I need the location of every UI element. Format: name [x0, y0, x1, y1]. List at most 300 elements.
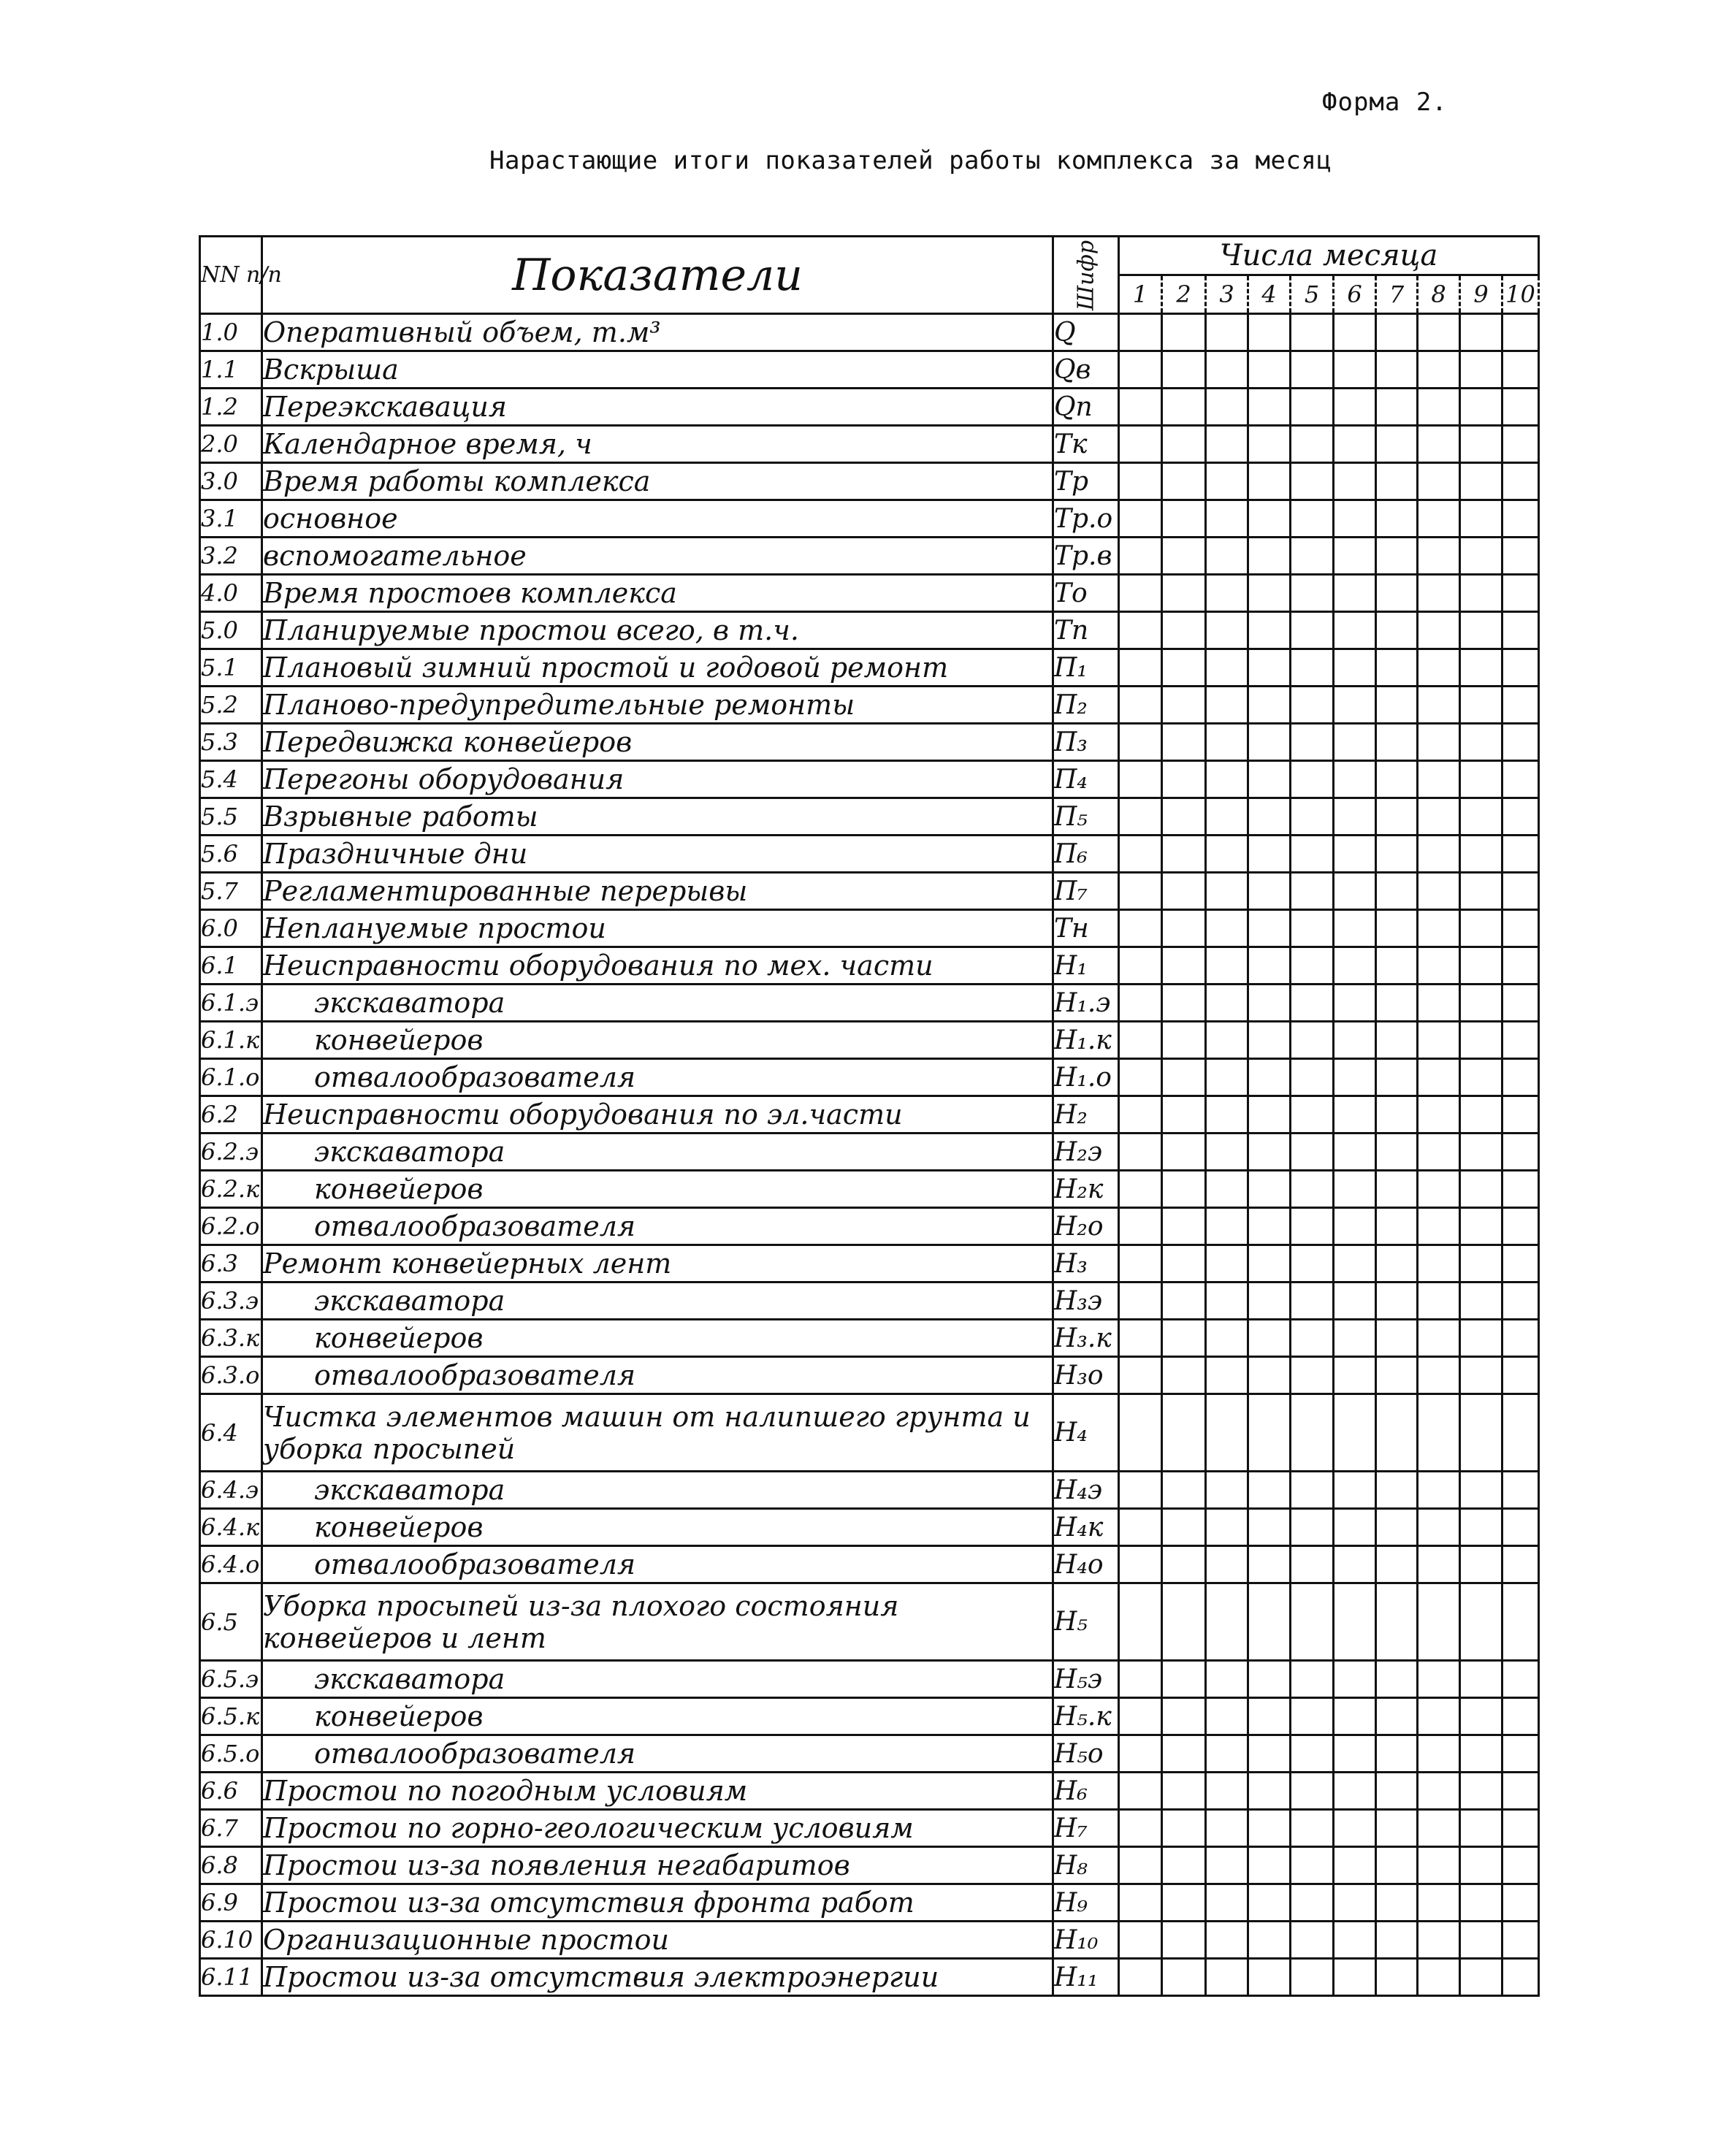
day-cell[interactable]: [1418, 351, 1460, 389]
day-cell[interactable]: [1334, 1059, 1376, 1096]
day-cell[interactable]: [1334, 910, 1376, 947]
day-cell[interactable]: [1460, 1171, 1502, 1208]
day-cell[interactable]: [1162, 649, 1206, 687]
day-cell[interactable]: [1502, 873, 1539, 910]
day-cell[interactable]: [1460, 1208, 1502, 1245]
day-cell[interactable]: [1291, 1698, 1334, 1735]
day-cell[interactable]: [1334, 1282, 1376, 1320]
day-cell[interactable]: [1502, 351, 1539, 389]
day-cell[interactable]: [1460, 649, 1502, 687]
day-cell[interactable]: [1418, 1472, 1460, 1509]
day-cell[interactable]: [1502, 761, 1539, 798]
day-cell[interactable]: [1291, 798, 1334, 836]
day-cell[interactable]: [1334, 1583, 1376, 1661]
day-cell[interactable]: [1291, 724, 1334, 761]
day-cell[interactable]: [1376, 1509, 1418, 1546]
day-cell[interactable]: [1376, 463, 1418, 500]
day-cell[interactable]: [1119, 351, 1162, 389]
day-cell[interactable]: [1460, 985, 1502, 1022]
day-cell[interactable]: [1418, 1583, 1460, 1661]
day-cell[interactable]: [1119, 1661, 1162, 1698]
day-cell[interactable]: [1119, 724, 1162, 761]
day-cell[interactable]: [1418, 463, 1460, 500]
day-cell[interactable]: [1248, 1698, 1291, 1735]
day-cell[interactable]: [1334, 1320, 1376, 1357]
day-cell[interactable]: [1162, 873, 1206, 910]
day-cell[interactable]: [1460, 389, 1502, 426]
day-cell[interactable]: [1162, 910, 1206, 947]
day-cell[interactable]: [1206, 1059, 1248, 1096]
day-cell[interactable]: [1460, 1735, 1502, 1773]
day-cell[interactable]: [1502, 612, 1539, 649]
day-cell[interactable]: [1119, 500, 1162, 538]
day-cell[interactable]: [1206, 1959, 1248, 1996]
day-cell[interactable]: [1334, 389, 1376, 426]
day-cell[interactable]: [1206, 649, 1248, 687]
day-cell[interactable]: [1248, 1922, 1291, 1959]
day-cell[interactable]: [1162, 1394, 1206, 1472]
day-cell[interactable]: [1418, 873, 1460, 910]
day-cell[interactable]: [1162, 761, 1206, 798]
day-cell[interactable]: [1376, 761, 1418, 798]
day-cell[interactable]: [1502, 1546, 1539, 1583]
day-cell[interactable]: [1460, 538, 1502, 575]
day-cell[interactable]: [1376, 1583, 1418, 1661]
day-cell[interactable]: [1334, 1698, 1376, 1735]
day-cell[interactable]: [1502, 1134, 1539, 1171]
day-cell[interactable]: [1376, 1134, 1418, 1171]
day-cell[interactable]: [1376, 649, 1418, 687]
day-cell[interactable]: [1291, 1245, 1334, 1282]
day-cell[interactable]: [1248, 836, 1291, 873]
day-cell[interactable]: [1418, 1320, 1460, 1357]
day-cell[interactable]: [1119, 1394, 1162, 1472]
day-cell[interactable]: [1119, 1096, 1162, 1134]
day-cell[interactable]: [1291, 1059, 1334, 1096]
day-cell[interactable]: [1291, 1509, 1334, 1546]
day-cell[interactable]: [1334, 1773, 1376, 1810]
day-cell[interactable]: [1376, 985, 1418, 1022]
day-cell[interactable]: [1334, 1022, 1376, 1059]
day-cell[interactable]: [1162, 1735, 1206, 1773]
day-cell[interactable]: [1119, 389, 1162, 426]
day-cell[interactable]: [1248, 649, 1291, 687]
day-cell[interactable]: [1291, 1546, 1334, 1583]
day-cell[interactable]: [1119, 1171, 1162, 1208]
day-cell[interactable]: [1502, 1472, 1539, 1509]
day-cell[interactable]: [1119, 873, 1162, 910]
day-cell[interactable]: [1162, 314, 1206, 351]
day-cell[interactable]: [1162, 1773, 1206, 1810]
day-cell[interactable]: [1334, 351, 1376, 389]
day-cell[interactable]: [1248, 314, 1291, 351]
day-cell[interactable]: [1376, 1320, 1418, 1357]
day-cell[interactable]: [1418, 1847, 1460, 1884]
day-cell[interactable]: [1119, 314, 1162, 351]
day-cell[interactable]: [1248, 1509, 1291, 1546]
day-cell[interactable]: [1460, 724, 1502, 761]
day-cell[interactable]: [1418, 1661, 1460, 1698]
day-cell[interactable]: [1162, 1847, 1206, 1884]
day-cell[interactable]: [1418, 1134, 1460, 1171]
day-cell[interactable]: [1460, 1394, 1502, 1472]
day-cell[interactable]: [1291, 1134, 1334, 1171]
day-cell[interactable]: [1418, 1357, 1460, 1394]
day-cell[interactable]: [1460, 798, 1502, 836]
day-cell[interactable]: [1119, 1583, 1162, 1661]
day-cell[interactable]: [1248, 1583, 1291, 1661]
day-cell[interactable]: [1248, 1134, 1291, 1171]
day-cell[interactable]: [1502, 538, 1539, 575]
day-cell[interactable]: [1334, 1546, 1376, 1583]
day-cell[interactable]: [1502, 1810, 1539, 1847]
day-cell[interactable]: [1376, 1959, 1418, 1996]
day-cell[interactable]: [1248, 1884, 1291, 1922]
day-cell[interactable]: [1460, 575, 1502, 612]
day-cell[interactable]: [1376, 1735, 1418, 1773]
day-cell[interactable]: [1162, 1661, 1206, 1698]
day-cell[interactable]: [1119, 1922, 1162, 1959]
day-cell[interactable]: [1376, 314, 1418, 351]
day-cell[interactable]: [1119, 1282, 1162, 1320]
day-cell[interactable]: [1162, 463, 1206, 500]
day-cell[interactable]: [1460, 1810, 1502, 1847]
day-cell[interactable]: [1502, 910, 1539, 947]
day-cell[interactable]: [1162, 1096, 1206, 1134]
day-cell[interactable]: [1162, 985, 1206, 1022]
day-cell[interactable]: [1418, 612, 1460, 649]
day-cell[interactable]: [1162, 1546, 1206, 1583]
day-cell[interactable]: [1460, 426, 1502, 463]
day-cell[interactable]: [1291, 1394, 1334, 1472]
day-cell[interactable]: [1502, 1959, 1539, 1996]
day-cell[interactable]: [1376, 1171, 1418, 1208]
day-cell[interactable]: [1206, 1096, 1248, 1134]
day-cell[interactable]: [1206, 1509, 1248, 1546]
day-cell[interactable]: [1248, 1959, 1291, 1996]
day-cell[interactable]: [1206, 1583, 1248, 1661]
day-cell[interactable]: [1291, 649, 1334, 687]
day-cell[interactable]: [1460, 910, 1502, 947]
day-cell[interactable]: [1162, 1282, 1206, 1320]
day-cell[interactable]: [1334, 1884, 1376, 1922]
day-cell[interactable]: [1376, 1546, 1418, 1583]
day-cell[interactable]: [1334, 314, 1376, 351]
day-cell[interactable]: [1334, 1810, 1376, 1847]
day-cell[interactable]: [1376, 1698, 1418, 1735]
day-cell[interactable]: [1162, 1357, 1206, 1394]
day-cell[interactable]: [1162, 798, 1206, 836]
day-cell[interactable]: [1376, 836, 1418, 873]
day-cell[interactable]: [1376, 1810, 1418, 1847]
day-cell[interactable]: [1291, 538, 1334, 575]
day-cell[interactable]: [1334, 426, 1376, 463]
day-cell[interactable]: [1376, 351, 1418, 389]
day-cell[interactable]: [1502, 1773, 1539, 1810]
day-cell[interactable]: [1291, 1583, 1334, 1661]
day-cell[interactable]: [1334, 612, 1376, 649]
day-cell[interactable]: [1291, 1959, 1334, 1996]
day-cell[interactable]: [1460, 500, 1502, 538]
day-cell[interactable]: [1502, 1509, 1539, 1546]
day-cell[interactable]: [1418, 947, 1460, 985]
day-cell[interactable]: [1248, 910, 1291, 947]
day-cell[interactable]: [1206, 612, 1248, 649]
day-cell[interactable]: [1206, 351, 1248, 389]
day-cell[interactable]: [1334, 538, 1376, 575]
day-cell[interactable]: [1502, 1096, 1539, 1134]
day-cell[interactable]: [1206, 1472, 1248, 1509]
day-cell[interactable]: [1460, 687, 1502, 724]
day-cell[interactable]: [1206, 724, 1248, 761]
day-cell[interactable]: [1418, 314, 1460, 351]
day-cell[interactable]: [1418, 687, 1460, 724]
day-cell[interactable]: [1418, 1698, 1460, 1735]
day-cell[interactable]: [1291, 761, 1334, 798]
day-cell[interactable]: [1248, 1096, 1291, 1134]
day-cell[interactable]: [1119, 761, 1162, 798]
day-cell[interactable]: [1119, 1773, 1162, 1810]
day-cell[interactable]: [1460, 463, 1502, 500]
day-cell[interactable]: [1418, 985, 1460, 1022]
day-cell[interactable]: [1334, 1134, 1376, 1171]
day-cell[interactable]: [1206, 1884, 1248, 1922]
day-cell[interactable]: [1248, 1810, 1291, 1847]
day-cell[interactable]: [1376, 724, 1418, 761]
day-cell[interactable]: [1291, 612, 1334, 649]
day-cell[interactable]: [1119, 575, 1162, 612]
day-cell[interactable]: [1460, 1472, 1502, 1509]
day-cell[interactable]: [1248, 1320, 1291, 1357]
day-cell[interactable]: [1334, 575, 1376, 612]
day-cell[interactable]: [1291, 1884, 1334, 1922]
day-cell[interactable]: [1162, 687, 1206, 724]
day-cell[interactable]: [1334, 873, 1376, 910]
day-cell[interactable]: [1291, 389, 1334, 426]
day-cell[interactable]: [1291, 1282, 1334, 1320]
day-cell[interactable]: [1460, 1357, 1502, 1394]
day-cell[interactable]: [1502, 1059, 1539, 1096]
day-cell[interactable]: [1334, 947, 1376, 985]
day-cell[interactable]: [1206, 947, 1248, 985]
day-cell[interactable]: [1206, 836, 1248, 873]
day-cell[interactable]: [1248, 426, 1291, 463]
day-cell[interactable]: [1119, 1810, 1162, 1847]
day-cell[interactable]: [1248, 947, 1291, 985]
day-cell[interactable]: [1460, 314, 1502, 351]
day-cell[interactable]: [1206, 1847, 1248, 1884]
day-cell[interactable]: [1206, 426, 1248, 463]
day-cell[interactable]: [1418, 1096, 1460, 1134]
day-cell[interactable]: [1376, 687, 1418, 724]
day-cell[interactable]: [1418, 1022, 1460, 1059]
day-cell[interactable]: [1418, 1059, 1460, 1096]
day-cell[interactable]: [1206, 1282, 1248, 1320]
day-cell[interactable]: [1418, 1509, 1460, 1546]
day-cell[interactable]: [1502, 1022, 1539, 1059]
day-cell[interactable]: [1502, 836, 1539, 873]
day-cell[interactable]: [1376, 1773, 1418, 1810]
day-cell[interactable]: [1460, 836, 1502, 873]
day-cell[interactable]: [1162, 1884, 1206, 1922]
day-cell[interactable]: [1418, 575, 1460, 612]
day-cell[interactable]: [1119, 649, 1162, 687]
day-cell[interactable]: [1334, 463, 1376, 500]
day-cell[interactable]: [1291, 687, 1334, 724]
day-cell[interactable]: [1291, 1810, 1334, 1847]
day-cell[interactable]: [1460, 351, 1502, 389]
day-cell[interactable]: [1418, 1171, 1460, 1208]
day-cell[interactable]: [1460, 1773, 1502, 1810]
day-cell[interactable]: [1248, 1847, 1291, 1884]
day-cell[interactable]: [1248, 798, 1291, 836]
day-cell[interactable]: [1206, 1022, 1248, 1059]
day-cell[interactable]: [1206, 1735, 1248, 1773]
day-cell[interactable]: [1376, 1394, 1418, 1472]
day-cell[interactable]: [1460, 612, 1502, 649]
day-cell[interactable]: [1334, 1472, 1376, 1509]
day-cell[interactable]: [1291, 1922, 1334, 1959]
day-cell[interactable]: [1248, 687, 1291, 724]
day-cell[interactable]: [1502, 1282, 1539, 1320]
day-cell[interactable]: [1460, 1245, 1502, 1282]
day-cell[interactable]: [1418, 500, 1460, 538]
day-cell[interactable]: [1248, 1059, 1291, 1096]
day-cell[interactable]: [1376, 1661, 1418, 1698]
day-cell[interactable]: [1376, 1357, 1418, 1394]
day-cell[interactable]: [1248, 538, 1291, 575]
day-cell[interactable]: [1291, 351, 1334, 389]
day-cell[interactable]: [1460, 1884, 1502, 1922]
day-cell[interactable]: [1418, 1245, 1460, 1282]
day-cell[interactable]: [1502, 575, 1539, 612]
day-cell[interactable]: [1502, 426, 1539, 463]
day-cell[interactable]: [1502, 985, 1539, 1022]
day-cell[interactable]: [1206, 798, 1248, 836]
day-cell[interactable]: [1162, 947, 1206, 985]
day-cell[interactable]: [1418, 1884, 1460, 1922]
day-cell[interactable]: [1502, 1922, 1539, 1959]
day-cell[interactable]: [1334, 761, 1376, 798]
day-cell[interactable]: [1206, 575, 1248, 612]
day-cell[interactable]: [1206, 1661, 1248, 1698]
day-cell[interactable]: [1418, 1282, 1460, 1320]
day-cell[interactable]: [1119, 1884, 1162, 1922]
day-cell[interactable]: [1502, 1245, 1539, 1282]
day-cell[interactable]: [1206, 1171, 1248, 1208]
day-cell[interactable]: [1291, 1208, 1334, 1245]
day-cell[interactable]: [1119, 1959, 1162, 1996]
day-cell[interactable]: [1119, 1022, 1162, 1059]
day-cell[interactable]: [1376, 612, 1418, 649]
day-cell[interactable]: [1502, 1884, 1539, 1922]
day-cell[interactable]: [1460, 1546, 1502, 1583]
day-cell[interactable]: [1248, 612, 1291, 649]
day-cell[interactable]: [1334, 1959, 1376, 1996]
day-cell[interactable]: [1162, 1245, 1206, 1282]
day-cell[interactable]: [1162, 1922, 1206, 1959]
day-cell[interactable]: [1418, 798, 1460, 836]
day-cell[interactable]: [1206, 985, 1248, 1022]
day-cell[interactable]: [1206, 1546, 1248, 1583]
day-cell[interactable]: [1460, 1096, 1502, 1134]
day-cell[interactable]: [1460, 1698, 1502, 1735]
day-cell[interactable]: [1291, 314, 1334, 351]
day-cell[interactable]: [1291, 500, 1334, 538]
day-cell[interactable]: [1119, 1320, 1162, 1357]
day-cell[interactable]: [1248, 1171, 1291, 1208]
day-cell[interactable]: [1248, 1394, 1291, 1472]
day-cell[interactable]: [1334, 1735, 1376, 1773]
day-cell[interactable]: [1248, 873, 1291, 910]
day-cell[interactable]: [1119, 985, 1162, 1022]
day-cell[interactable]: [1119, 1698, 1162, 1735]
day-cell[interactable]: [1418, 1735, 1460, 1773]
day-cell[interactable]: [1376, 1245, 1418, 1282]
day-cell[interactable]: [1162, 1171, 1206, 1208]
day-cell[interactable]: [1206, 1810, 1248, 1847]
day-cell[interactable]: [1162, 612, 1206, 649]
day-cell[interactable]: [1162, 1059, 1206, 1096]
day-cell[interactable]: [1162, 1134, 1206, 1171]
day-cell[interactable]: [1502, 649, 1539, 687]
day-cell[interactable]: [1162, 1509, 1206, 1546]
day-cell[interactable]: [1334, 1096, 1376, 1134]
day-cell[interactable]: [1291, 1773, 1334, 1810]
day-cell[interactable]: [1502, 1661, 1539, 1698]
day-cell[interactable]: [1206, 1773, 1248, 1810]
day-cell[interactable]: [1119, 1208, 1162, 1245]
day-cell[interactable]: [1418, 1959, 1460, 1996]
day-cell[interactable]: [1376, 873, 1418, 910]
day-cell[interactable]: [1460, 1320, 1502, 1357]
day-cell[interactable]: [1502, 500, 1539, 538]
day-cell[interactable]: [1418, 910, 1460, 947]
day-cell[interactable]: [1248, 351, 1291, 389]
day-cell[interactable]: [1162, 538, 1206, 575]
day-cell[interactable]: [1418, 1922, 1460, 1959]
day-cell[interactable]: [1206, 910, 1248, 947]
day-cell[interactable]: [1248, 575, 1291, 612]
day-cell[interactable]: [1206, 1394, 1248, 1472]
day-cell[interactable]: [1162, 1698, 1206, 1735]
day-cell[interactable]: [1291, 1472, 1334, 1509]
day-cell[interactable]: [1334, 798, 1376, 836]
day-cell[interactable]: [1460, 761, 1502, 798]
day-cell[interactable]: [1376, 426, 1418, 463]
day-cell[interactable]: [1119, 836, 1162, 873]
day-cell[interactable]: [1291, 1847, 1334, 1884]
day-cell[interactable]: [1376, 1847, 1418, 1884]
day-cell[interactable]: [1119, 1245, 1162, 1282]
day-cell[interactable]: [1502, 687, 1539, 724]
day-cell[interactable]: [1119, 687, 1162, 724]
day-cell[interactable]: [1248, 1773, 1291, 1810]
day-cell[interactable]: [1162, 1208, 1206, 1245]
day-cell[interactable]: [1460, 1922, 1502, 1959]
day-cell[interactable]: [1119, 947, 1162, 985]
day-cell[interactable]: [1376, 1282, 1418, 1320]
day-cell[interactable]: [1418, 426, 1460, 463]
day-cell[interactable]: [1502, 947, 1539, 985]
day-cell[interactable]: [1460, 1059, 1502, 1096]
day-cell[interactable]: [1334, 1394, 1376, 1472]
day-cell[interactable]: [1502, 1357, 1539, 1394]
day-cell[interactable]: [1206, 1245, 1248, 1282]
day-cell[interactable]: [1248, 1661, 1291, 1698]
day-cell[interactable]: [1418, 1394, 1460, 1472]
day-cell[interactable]: [1334, 724, 1376, 761]
